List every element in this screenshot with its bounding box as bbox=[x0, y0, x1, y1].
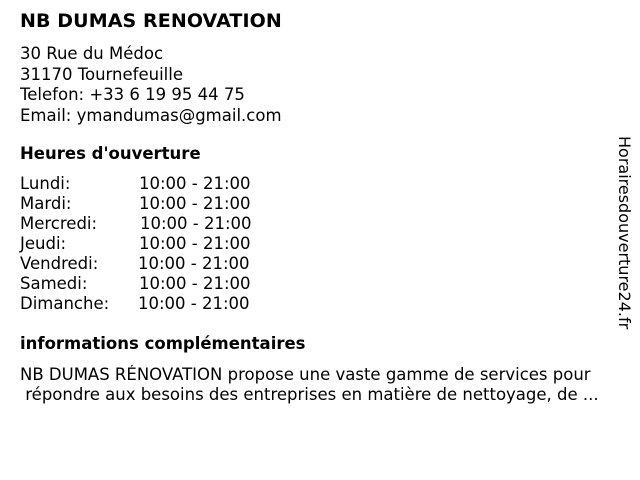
time-range: 10:00 - 21:00 bbox=[139, 274, 251, 293]
time-range: 10:00 - 21:00 bbox=[138, 254, 250, 273]
additional-info-text bbox=[20, 365, 630, 405]
time-range: 10:00 - 21:00 bbox=[139, 174, 251, 193]
email-address: Email: ymandumas@gmail.com bbox=[20, 105, 282, 125]
business-name: NB DUMAS RENOVATION bbox=[20, 10, 282, 32]
opening-hours-heading: Heures d'ouverture bbox=[20, 144, 201, 163]
time-range: 10:00 - 21:00 bbox=[140, 214, 252, 233]
hours-row bbox=[20, 254, 290, 274]
contact-block bbox=[20, 44, 282, 126]
address-street: 30 Rue du Médoc bbox=[20, 44, 164, 63]
description-line: répondre aux besoins des entreprises en matière de nettoyage, de ... bbox=[20, 385, 599, 404]
day-label: Mardi: bbox=[20, 194, 72, 213]
hours-row bbox=[20, 274, 290, 294]
day-label: Samedi: bbox=[20, 274, 88, 293]
day-label: Dimanche: bbox=[20, 294, 110, 313]
time-range: 10:00 - 21:00 bbox=[139, 234, 251, 253]
hours-row bbox=[20, 214, 290, 234]
hours-row bbox=[20, 294, 290, 314]
additional-info-heading: informations complémentaires bbox=[20, 334, 306, 353]
day-label: Vendredi: bbox=[20, 254, 99, 273]
time-range: 10:00 - 21:00 bbox=[138, 294, 250, 313]
hours-row bbox=[20, 234, 290, 254]
opening-hours-table bbox=[20, 174, 290, 314]
day-label: Jeudi: bbox=[20, 234, 67, 253]
address-city: 31170 Tournefeuille bbox=[20, 64, 183, 84]
day-label: Mercredi: bbox=[20, 214, 98, 233]
phone-number: Telefon: +33 6 19 95 44 75 bbox=[20, 85, 245, 104]
time-range: 10:00 - 21:00 bbox=[139, 194, 251, 213]
hours-row bbox=[20, 174, 290, 194]
day-label: Lundi: bbox=[20, 174, 71, 193]
hours-row bbox=[20, 194, 290, 214]
site-watermark: Horairesdouverture24.fr bbox=[615, 136, 634, 330]
description-line: NB DUMAS RÉNOVATION propose une vaste gamme de services pour bbox=[20, 365, 591, 384]
